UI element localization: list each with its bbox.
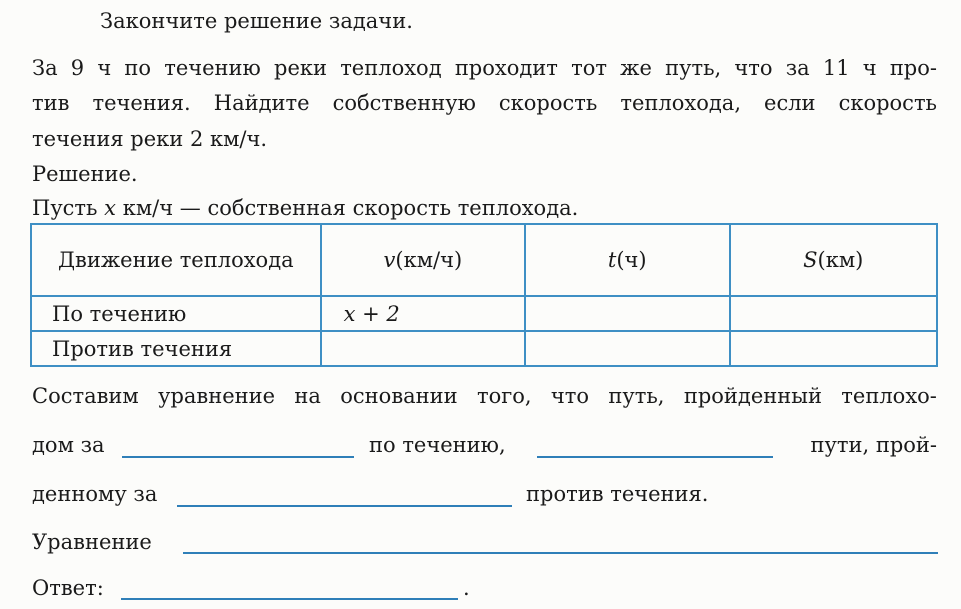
word: 9 — [70, 56, 85, 80]
blank-equation[interactable] — [183, 530, 938, 554]
word: собственную — [332, 91, 476, 115]
task-heading: Закончите решение задачи. — [100, 9, 413, 33]
cell-time-upstream[interactable] — [525, 331, 729, 366]
word: течению — [164, 56, 261, 80]
answer-period: . — [463, 576, 470, 600]
word: ч — [862, 56, 877, 80]
problem-line-3: течения реки 2 км/ч. — [32, 127, 268, 151]
text-dennomu-za: денному за — [32, 482, 158, 506]
problem-line-2 — [32, 88, 937, 118]
cell-speed-downstream[interactable]: x + 2 — [321, 296, 525, 331]
let-prefix: Пусть — [32, 196, 98, 220]
text-protiv-techeniya: против течения. — [526, 482, 709, 506]
word: Составим — [32, 384, 139, 408]
distance-unit: (км) — [817, 248, 864, 272]
table-row — [31, 331, 937, 366]
word: реки — [274, 56, 328, 80]
word: скорость — [838, 91, 937, 115]
text-puti-proi: пути, прой- — [810, 433, 937, 457]
equation-line-1 — [32, 381, 937, 411]
table-row — [31, 296, 937, 331]
word: что — [734, 56, 773, 80]
word: если — [764, 91, 816, 115]
header-speed — [321, 224, 525, 296]
word: уравнение — [158, 384, 276, 408]
row-label-downstream: По течению — [31, 296, 321, 331]
variable-x: x — [104, 196, 117, 220]
row-label-upstream: Против течения — [31, 331, 321, 366]
word: про- — [889, 56, 937, 80]
speed-symbol: v — [383, 248, 396, 272]
speed-unit: (км/ч) — [395, 248, 463, 272]
cell-speed-upstream[interactable] — [321, 331, 525, 366]
let-line — [32, 193, 578, 223]
word: 11 — [822, 56, 850, 80]
word: того, — [477, 384, 532, 408]
blank-answer[interactable] — [121, 576, 458, 600]
header-distance — [730, 224, 938, 296]
equation-line-3 — [32, 479, 157, 509]
blank-time-downstream[interactable] — [122, 434, 354, 458]
word: Найдите — [213, 91, 310, 115]
word: тив — [32, 91, 70, 115]
solution-label: Решение. — [32, 162, 138, 186]
blank-time-upstream[interactable] — [177, 483, 512, 507]
word: За — [32, 56, 58, 80]
text-dom-za: дом за — [32, 433, 105, 457]
time-symbol: t — [607, 248, 617, 272]
word: основании — [340, 384, 458, 408]
motion-table — [30, 223, 938, 367]
word: теплоход — [340, 56, 442, 80]
word: скорость — [498, 91, 598, 115]
equation-label: Уравнение — [32, 530, 152, 554]
cell-time-downstream[interactable] — [525, 296, 729, 331]
word: на — [294, 384, 321, 408]
word: теплохо- — [841, 384, 937, 408]
cell-distance-downstream[interactable] — [730, 296, 938, 331]
word: же — [620, 56, 652, 80]
time-unit: (ч) — [616, 248, 647, 272]
header-time — [525, 224, 729, 296]
word: путь, — [608, 384, 665, 408]
problem-line-1 — [32, 53, 937, 83]
table-header-row — [31, 224, 937, 296]
let-suffix: км/ч — собственная скорость теплохода. — [122, 196, 579, 220]
word: путь, — [665, 56, 722, 80]
text-po-techeniyu: по течению, — [369, 433, 506, 457]
word: тот — [571, 56, 607, 80]
cell-distance-upstream[interactable] — [730, 331, 938, 366]
word: проходит — [454, 56, 558, 80]
distance-symbol: S — [803, 248, 818, 272]
word: течения. — [92, 91, 191, 115]
header-motion: Движение теплохода — [31, 224, 321, 296]
word: ч — [97, 56, 112, 80]
word: пройденный — [683, 384, 822, 408]
word: за — [785, 56, 810, 80]
blank-equal[interactable] — [537, 434, 773, 458]
equation-line-2 — [32, 430, 105, 460]
word: что — [550, 384, 590, 408]
word: по — [124, 56, 152, 80]
answer-label: Ответ: — [32, 576, 104, 600]
word: теплохода, — [620, 91, 741, 115]
